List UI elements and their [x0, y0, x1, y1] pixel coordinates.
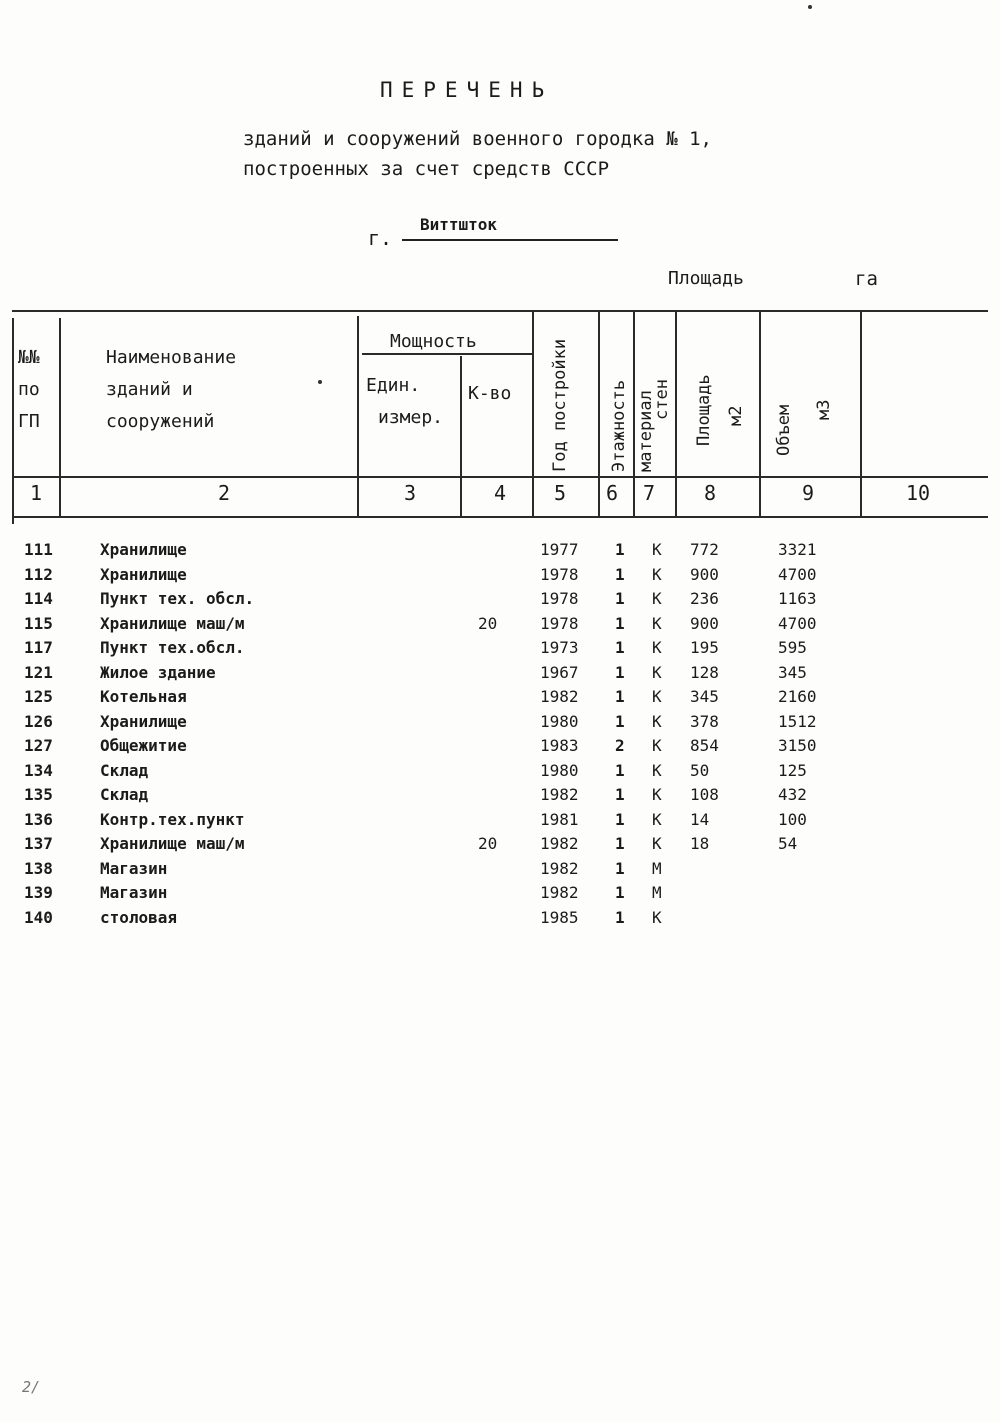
- row-number: 136: [24, 809, 53, 829]
- row-name: Хранилище маш/м: [100, 613, 245, 633]
- row-area: 900: [690, 613, 719, 633]
- row-year: 1982: [540, 785, 579, 804]
- row-volume: 345: [778, 662, 807, 682]
- row-floors: 1: [615, 564, 625, 584]
- col-border-9: [860, 312, 862, 518]
- row-number: 121: [24, 662, 53, 682]
- row-year: 1981: [540, 809, 579, 829]
- col-border-8: [759, 312, 761, 518]
- area-label: Площадь: [668, 268, 744, 289]
- row-name: Склад: [100, 760, 149, 780]
- row-number: 127: [24, 736, 53, 755]
- row-material: К: [652, 662, 662, 682]
- row-area: 18: [690, 834, 710, 853]
- row-year: 1985: [540, 907, 579, 927]
- header-area-line2: м2: [726, 405, 746, 426]
- punch-dot: [318, 380, 322, 384]
- header-material-line1: материал: [636, 390, 656, 472]
- row-area: 128: [690, 662, 719, 682]
- row-volume: 3150: [778, 736, 817, 755]
- row-floors: 1: [615, 687, 625, 706]
- row-floors: 1: [615, 834, 625, 853]
- table-row: [0, 908, 1000, 932]
- header-material-line2: стен: [652, 379, 672, 420]
- row-year: 1978: [540, 613, 579, 633]
- row-material: К: [652, 687, 662, 706]
- row-year: 1973: [540, 638, 579, 657]
- row-material: К: [652, 711, 662, 731]
- header-floors: Этажность: [609, 379, 629, 472]
- row-area: 378: [690, 711, 719, 731]
- row-name: Хранилище: [100, 540, 187, 559]
- row-year: 1982: [540, 687, 579, 706]
- row-year: 1980: [540, 760, 579, 780]
- city-underline: [402, 239, 618, 241]
- header-col-num-line1: №№: [18, 347, 40, 368]
- column-number: 1: [30, 481, 43, 505]
- row-qty: 20: [478, 834, 498, 853]
- row-material: М: [652, 858, 662, 878]
- header-col-name: [106, 342, 236, 438]
- table-row: [0, 614, 1000, 638]
- table-row: [0, 736, 1000, 760]
- row-name: столовая: [100, 907, 178, 927]
- row-number: 111: [24, 540, 53, 559]
- city-name: Виттшток: [420, 215, 498, 234]
- document-title: ПЕРЕЧЕНЬ: [380, 78, 554, 102]
- row-material: К: [652, 736, 662, 755]
- row-name: Общежитие: [100, 736, 187, 755]
- column-number: 4: [494, 481, 507, 505]
- row-area: 345: [690, 687, 719, 706]
- row-material: К: [652, 540, 662, 559]
- row-material: К: [652, 638, 662, 657]
- col-border-5: [598, 312, 600, 518]
- row-name: Хранилище: [100, 711, 187, 731]
- row-number: 140: [24, 907, 53, 927]
- table-row: [0, 589, 1000, 613]
- row-volume: 4700: [778, 613, 817, 633]
- row-volume: 432: [778, 785, 807, 804]
- header-volume: [776, 405, 793, 456]
- row-material: К: [652, 907, 662, 927]
- row-number: 125: [24, 687, 53, 706]
- row-number: 135: [24, 785, 53, 804]
- row-name: Хранилище маш/м: [100, 834, 245, 853]
- row-number: 112: [24, 564, 53, 584]
- row-year: 1978: [540, 589, 579, 608]
- area-unit: га: [855, 268, 878, 290]
- row-number: 137: [24, 834, 53, 853]
- row-floors: 1: [615, 638, 625, 657]
- row-floors: 1: [615, 589, 625, 608]
- header-area: [696, 374, 713, 446]
- col-border-1: [59, 318, 61, 518]
- column-number: 7: [643, 481, 656, 505]
- row-area: 854: [690, 736, 719, 755]
- row-area: 772: [690, 540, 719, 559]
- document-subtitle-line1: зданий и сооружений военного городка № 1,: [243, 128, 712, 150]
- row-floors: 1: [615, 711, 625, 731]
- row-area: 14: [690, 809, 710, 829]
- header-unit-line2: измер.: [378, 407, 444, 428]
- header-col-num-line2: по: [18, 379, 40, 400]
- table-row: [0, 883, 1000, 907]
- row-number: 115: [24, 613, 53, 633]
- row-number: 138: [24, 858, 53, 878]
- header-area-line1: Площадь: [694, 374, 714, 446]
- header-col-num: [18, 342, 40, 438]
- column-number: 3: [404, 481, 417, 505]
- header-unit-line1: Един.: [366, 375, 421, 396]
- table-top-border: [12, 310, 988, 312]
- row-material: К: [652, 809, 662, 829]
- column-number: 9: [802, 481, 815, 505]
- table-row: [0, 834, 1000, 858]
- row-year: 1980: [540, 711, 579, 731]
- row-floors: 1: [615, 858, 625, 878]
- row-number: 114: [24, 589, 53, 608]
- row-floors: 1: [615, 662, 625, 682]
- row-floors: 1: [615, 907, 625, 927]
- row-volume: 54: [778, 834, 798, 853]
- row-number: 134: [24, 760, 53, 780]
- row-area: 236: [690, 589, 719, 608]
- table-row: [0, 712, 1000, 736]
- row-floors: 2: [615, 736, 625, 755]
- row-number: 117: [24, 638, 53, 657]
- column-number: 10: [906, 481, 931, 505]
- row-area: 50: [690, 760, 710, 780]
- col-border-0: [12, 318, 14, 524]
- column-number: 6: [606, 481, 619, 505]
- city-prefix: г.: [368, 226, 393, 250]
- row-volume: 1512: [778, 711, 817, 731]
- col-border-3: [460, 356, 462, 518]
- row-name: Склад: [100, 785, 149, 804]
- header-col-name-line3: сооружений: [106, 411, 215, 432]
- header-qty: К-во: [468, 383, 512, 404]
- header-capacity: Мощность: [390, 331, 477, 352]
- header-volume-line2: м3: [814, 399, 834, 420]
- table-row: [0, 687, 1000, 711]
- column-number: 5: [554, 481, 567, 505]
- row-year: 1977: [540, 540, 579, 559]
- table-row: [0, 663, 1000, 687]
- row-qty: 20: [478, 613, 498, 633]
- header-area-unit: [728, 406, 745, 426]
- row-number: 139: [24, 883, 53, 902]
- row-material: К: [652, 613, 662, 633]
- table-row: [0, 565, 1000, 589]
- row-floors: 1: [615, 809, 625, 829]
- header-volume-line1: Объем: [774, 404, 794, 456]
- row-area: 108: [690, 785, 719, 804]
- table-row: [0, 859, 1000, 883]
- row-year: 1978: [540, 564, 579, 584]
- row-name: Пункт тех. обсл.: [100, 589, 255, 608]
- punch-dot: [808, 5, 812, 9]
- header-col-name-line2: зданий и: [106, 379, 193, 400]
- table-row: [0, 810, 1000, 834]
- row-volume: 125: [778, 760, 807, 780]
- row-name: Контр.тех.пункт: [100, 809, 245, 829]
- row-name: Магазин: [100, 858, 168, 878]
- row-material: М: [652, 883, 662, 902]
- row-volume: 1163: [778, 589, 817, 608]
- row-volume: 3321: [778, 540, 817, 559]
- row-floors: 1: [615, 785, 625, 804]
- document-subtitle-line2: построенных за счет средств СССР: [243, 158, 610, 180]
- table-row: [0, 540, 1000, 564]
- row-material: К: [652, 760, 662, 780]
- row-year: 1967: [540, 662, 579, 682]
- row-name: Пункт тех.обсл.: [100, 638, 245, 657]
- row-volume: 100: [778, 809, 807, 829]
- row-volume: 2160: [778, 687, 817, 706]
- header-separator: [12, 476, 988, 478]
- header-volume-unit: [816, 400, 833, 420]
- row-material: К: [652, 564, 662, 584]
- row-year: 1982: [540, 834, 579, 853]
- col-border-4: [532, 312, 534, 518]
- header-year: Год постройки: [550, 338, 570, 472]
- table-row: [0, 638, 1000, 662]
- row-name: Магазин: [100, 883, 168, 902]
- column-number: 2: [218, 481, 231, 505]
- table-header-bottom: [12, 516, 988, 518]
- table-row: [0, 785, 1000, 809]
- row-floors: 1: [615, 760, 625, 780]
- row-name: Жилое здание: [100, 662, 216, 682]
- header-material-2: [654, 379, 671, 420]
- table-row: [0, 761, 1000, 785]
- row-year: 1983: [540, 736, 579, 755]
- row-name: Котельная: [100, 687, 187, 706]
- row-volume: 4700: [778, 564, 817, 584]
- row-name: Хранилище: [100, 564, 187, 584]
- row-material: К: [652, 834, 662, 853]
- row-material: К: [652, 589, 662, 608]
- row-floors: 1: [615, 613, 625, 633]
- row-floors: 1: [615, 883, 625, 902]
- col-border-7: [675, 312, 677, 518]
- col-border-6: [633, 312, 635, 518]
- row-floors: 1: [615, 540, 625, 559]
- column-number: 8: [704, 481, 717, 505]
- row-year: 1982: [540, 858, 579, 878]
- header-col-name-line1: Наименование: [106, 347, 237, 368]
- margin-mark: 2/: [22, 1378, 41, 1396]
- row-area: 900: [690, 564, 719, 584]
- row-number: 126: [24, 711, 53, 731]
- row-year: 1982: [540, 883, 579, 902]
- row-volume: 595: [778, 638, 807, 657]
- col-border-2: [357, 316, 359, 518]
- row-area: 195: [690, 638, 719, 657]
- row-material: К: [652, 785, 662, 804]
- header-col-num-line3: ГП: [18, 411, 40, 432]
- header-unit: [366, 370, 443, 434]
